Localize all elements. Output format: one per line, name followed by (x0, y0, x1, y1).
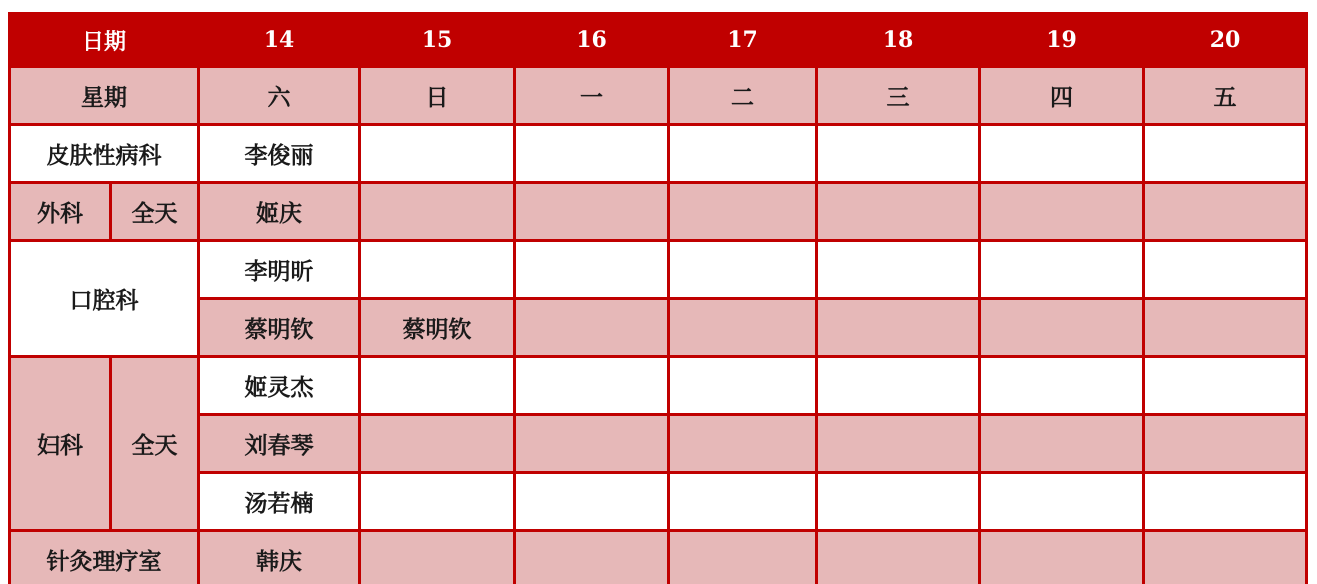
dept-row-dermatology-std (10, 125, 1307, 183)
empty-schedule-cell (360, 357, 515, 415)
weekday-cell-tue: 二 (669, 67, 817, 125)
staff-cell: 李俊丽 (199, 125, 360, 183)
date-cell-20: 20 (1144, 14, 1307, 67)
dept-cell-dermatology-std: 皮肤性病科 (10, 125, 199, 183)
empty-schedule-cell (515, 299, 669, 357)
date-cell-15: 15 (360, 14, 515, 67)
empty-schedule-cell (980, 299, 1144, 357)
date-cell-19: 19 (980, 14, 1144, 67)
dept-cell-surgery: 外科 (10, 183, 111, 241)
empty-schedule-cell (1144, 415, 1307, 473)
date-cell-16: 16 (515, 14, 669, 67)
date-cell-18: 18 (817, 14, 980, 67)
empty-schedule-cell (515, 357, 669, 415)
empty-schedule-cell (669, 241, 817, 299)
staff-cell: 韩庆 (199, 531, 360, 584)
staff-cell: 姬庆 (199, 183, 360, 241)
empty-schedule-cell (817, 299, 980, 357)
date-cell-17: 17 (669, 14, 817, 67)
empty-schedule-cell (515, 183, 669, 241)
dept-row-dental-1 (10, 241, 1307, 299)
weekday-cell-wed: 三 (817, 67, 980, 125)
date-label-cell: 日期 (10, 14, 199, 67)
empty-schedule-cell (1144, 357, 1307, 415)
date-cell-14: 14 (199, 14, 360, 67)
staff-cell: 汤若楠 (199, 473, 360, 531)
empty-schedule-cell (515, 125, 669, 183)
empty-schedule-cell (515, 241, 669, 299)
empty-schedule-cell (817, 241, 980, 299)
empty-schedule-cell (817, 357, 980, 415)
empty-schedule-cell (669, 415, 817, 473)
dept-cell-gynecology: 妇科 (10, 357, 111, 531)
empty-schedule-cell (515, 415, 669, 473)
empty-schedule-cell (360, 531, 515, 584)
empty-schedule-cell (817, 183, 980, 241)
empty-schedule-cell (360, 125, 515, 183)
weekday-cell-fri: 五 (1144, 67, 1307, 125)
dept-row-acupuncture (10, 531, 1307, 584)
empty-schedule-cell (1144, 531, 1307, 584)
dept-row-surgery (10, 183, 1307, 241)
weekday-cell-mon: 一 (515, 67, 669, 125)
dept-cell-acupuncture-physiotherapy: 针灸理疗室 (10, 531, 199, 584)
weekday-row (10, 67, 1307, 125)
weekday-cell-thu: 四 (980, 67, 1144, 125)
staff-cell: 姬灵杰 (199, 357, 360, 415)
empty-schedule-cell (515, 473, 669, 531)
empty-schedule-cell (817, 125, 980, 183)
dept-cell-dental: 口腔科 (10, 241, 199, 357)
empty-schedule-cell (669, 299, 817, 357)
empty-schedule-cell (360, 473, 515, 531)
empty-schedule-cell (669, 125, 817, 183)
empty-schedule-cell (980, 125, 1144, 183)
weekday-cell-sun: 日 (360, 67, 515, 125)
dept-row-gynecology-3 (10, 473, 1307, 531)
empty-schedule-cell (669, 183, 817, 241)
empty-schedule-cell (669, 531, 817, 584)
duty-schedule-table (8, 12, 1308, 584)
empty-schedule-cell (1144, 299, 1307, 357)
empty-schedule-cell (817, 415, 980, 473)
weekday-label-cell: 星期 (10, 67, 199, 125)
empty-schedule-cell (1144, 183, 1307, 241)
session-cell-all-day: 全天 (111, 357, 199, 531)
empty-schedule-cell (980, 357, 1144, 415)
empty-schedule-cell (360, 415, 515, 473)
empty-schedule-cell (980, 415, 1144, 473)
empty-schedule-cell (1144, 125, 1307, 183)
staff-cell: 刘春琴 (199, 415, 360, 473)
empty-schedule-cell (669, 357, 817, 415)
dept-row-gynecology-2 (10, 415, 1307, 473)
staff-cell: 蔡明钦 (360, 299, 515, 357)
empty-schedule-cell (360, 241, 515, 299)
session-cell-all-day: 全天 (111, 183, 199, 241)
staff-cell: 蔡明钦 (199, 299, 360, 357)
weekday-cell-sat: 六 (199, 67, 360, 125)
empty-schedule-cell (360, 183, 515, 241)
empty-schedule-cell (980, 183, 1144, 241)
empty-schedule-cell (980, 473, 1144, 531)
empty-schedule-cell (515, 531, 669, 584)
empty-schedule-cell (817, 473, 980, 531)
empty-schedule-cell (669, 473, 817, 531)
dept-row-dental-2 (10, 299, 1307, 357)
empty-schedule-cell (1144, 473, 1307, 531)
empty-schedule-cell (1144, 241, 1307, 299)
empty-schedule-cell (980, 241, 1144, 299)
empty-schedule-cell (817, 531, 980, 584)
staff-cell: 李明昕 (199, 241, 360, 299)
dept-row-gynecology-1 (10, 357, 1307, 415)
empty-schedule-cell (980, 531, 1144, 584)
date-header-row (10, 14, 1307, 67)
